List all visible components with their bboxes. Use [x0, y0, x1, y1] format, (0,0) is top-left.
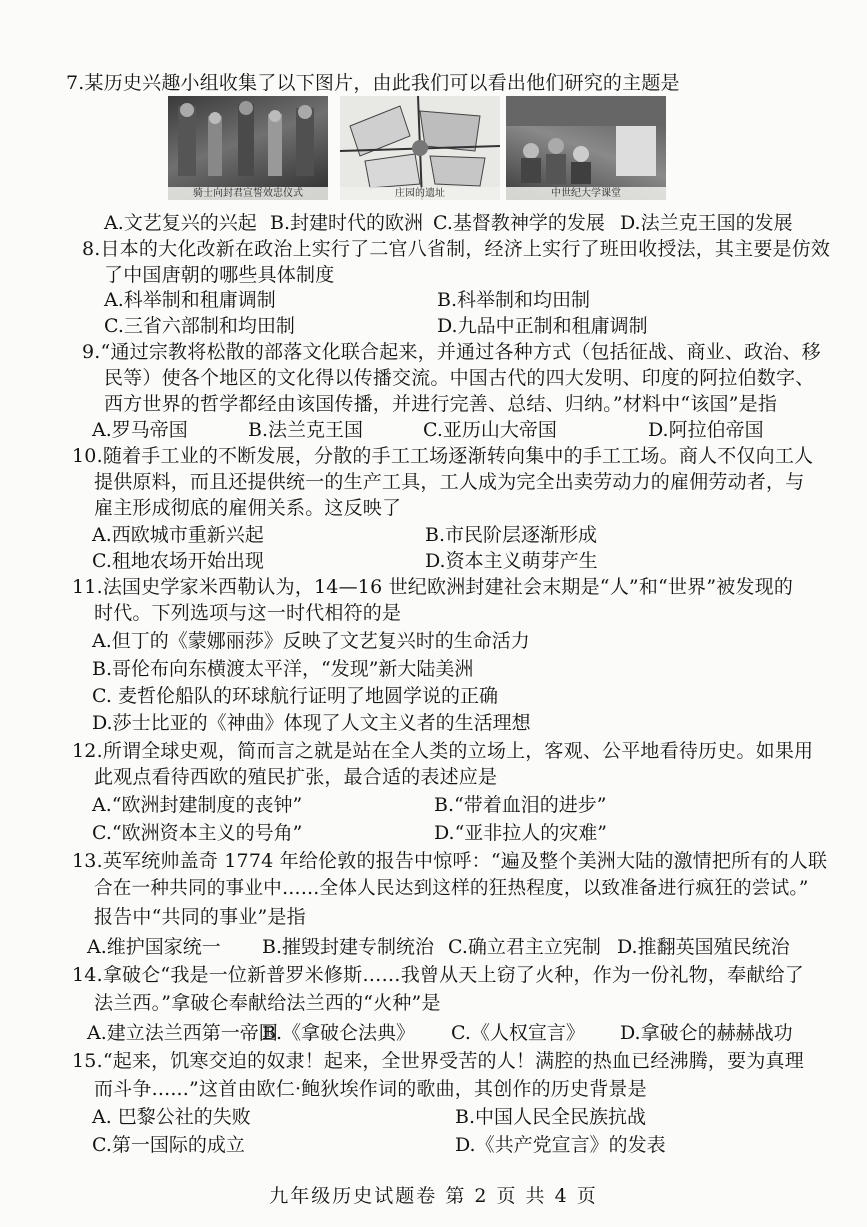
q10-line-2: 提供原料，而且还提供统一的生产工具，工人成为完全出卖劳动力的雇佣劳动者，与 [94, 471, 805, 493]
q12-line-1: 12.所谓全球史观，简而言之就是站在全人类的立场上，客观、公平地看待历史。如果用 [72, 740, 814, 762]
q8-option-d: D.九品中正制和租庸调制 [437, 315, 648, 337]
q12-option-c: C.“欧洲资本主义的号角” [92, 822, 303, 844]
knights-image [168, 96, 328, 200]
q13-line-2: 合在一种共同的事业中……全体人民达到这样的狂热程度，以致准备进行疯狂的尝试。” [94, 878, 809, 899]
q9-line-1: 9.“通过宗教将松散的部落文化联合起来，并通过各种方式（包括征战、商业、政治、移 [82, 341, 821, 363]
q7-stem: 7.某历史兴趣小组收集了以下图片，由此我们可以看出他们研究的主题是 [66, 72, 680, 94]
q9-line-3: 西方世界的哲学都经由该国传播，并进行完善、总结、归纳。”材料中“该国”是指 [104, 393, 778, 415]
q10-line-3: 雇主形成彻底的雇佣关系。这反映了 [94, 497, 402, 519]
q15-option-d: D.《共产党宣言》的发表 [455, 1134, 666, 1156]
q13-option-a: A.维护国家统一 [87, 936, 221, 958]
q13-option-d: D.推翻英国殖民统治 [617, 936, 790, 958]
q7-image-1 [168, 96, 328, 200]
q8-option-a: A.科举制和租庸调制 [104, 289, 276, 311]
q11-line-1: 11.法国史学家米西勒认为，14—16 世纪欧洲封建社会末期是“人”和“世界”被发现的 [72, 576, 794, 598]
q14-option-d: D.拿破仑的赫赫战功 [620, 1022, 793, 1044]
q11-option-b: B.哥伦布向东横渡太平洋，“发现”新大陆美洲 [92, 658, 474, 680]
manor-map-image [340, 96, 500, 200]
q8-option-b: B.科举制和均田制 [437, 289, 591, 311]
q7-option-b: B.封建时代的欧洲 [270, 212, 424, 234]
q15-option-c: C.第一国际的成立 [92, 1134, 245, 1156]
q11-option-c: C. 麦哲伦船队的环球航行证明了地圆学说的正确 [92, 685, 498, 707]
q14-line-1: 14.拿破仑“我是一位新普罗米修斯……我曾从天上窃了火种，作为一份礼物，奉献给了 [72, 964, 804, 986]
q7-image-2-caption: 庄园的遗址 [340, 187, 500, 200]
q12-option-b: B.“带着血泪的进步” [434, 794, 607, 816]
q10-option-c: C.租地农场开始出现 [92, 550, 264, 572]
q15-line-1: 15.“起来，饥寒交迫的奴隶！起来，全世界受苦的人！满腔的热血已经沸腾，要为真理 [72, 1050, 804, 1072]
q9-line-2: 民等）使各个地区的文化得以传播交流。中国古代的四大发明、印度的阿拉伯数字、 [104, 367, 815, 389]
q9-option-b: B.法兰克王国 [248, 419, 364, 441]
q7-image-strip [168, 96, 666, 200]
classroom-image [506, 96, 666, 200]
q14-option-c: C.《人权宣言》 [451, 1022, 585, 1044]
q12-option-d: D.“亚非拉人的灾难” [434, 822, 608, 844]
q7-option-a: A.文艺复兴的兴起 [104, 212, 257, 234]
q12-option-a: A.“欧洲封建制度的丧钟” [92, 794, 303, 816]
q7-image-2 [340, 96, 500, 200]
q14-line-2: 法兰西。”拿破仑奉献给法兰西的“火种”是 [94, 992, 441, 1014]
q15-option-a: A. 巴黎公社的失败 [92, 1106, 251, 1128]
q14-option-a: A.建立法兰西第一帝国 [87, 1022, 278, 1044]
q15-option-b: B.中国人民全民族抗战 [455, 1106, 647, 1128]
q10-line-1: 10.随着手工业的不断发展，分散的手工工场逐渐转向集中的手工工场。商人不仅向工人 [72, 445, 814, 467]
q11-line-2: 时代。下列选项与这一时代相符的是 [94, 602, 402, 624]
q7-image-3-caption: 中世纪大学课堂 [506, 187, 666, 200]
q10-option-a: A.西欧城市重新兴起 [92, 524, 264, 546]
q13-option-c: C.确立君主立宪制 [448, 936, 601, 958]
q11-option-d: D.莎士比亚的《神曲》体现了人文主义者的生活理想 [92, 712, 531, 734]
q7-image-3 [506, 96, 666, 200]
q13-line-1: 13.英军统帅盖奇 1774 年给伦敦的报告中惊呼：“遍及整个美洲大陆的激情把所有的人联 [72, 850, 828, 872]
q14-option-b: B.《拿破仑法典》 [262, 1022, 416, 1044]
q9-option-d: D.阿拉伯帝国 [648, 419, 764, 441]
q9-option-a: A.罗马帝国 [92, 419, 188, 441]
q15-line-2: 而斗争......”这首由欧仁·鲍狄埃作词的歌曲，其创作的历史背景是 [94, 1078, 647, 1100]
q13-line-3: 报告中“共同的事业”是指 [94, 906, 306, 928]
q8-line-2: 了中国唐朝的哪些具体制度 [104, 264, 335, 286]
q8-line-1: 8.日本的大化改新在政治上实行了二官八省制，经济上实行了班田收授法，其主要是仿效 [82, 238, 831, 260]
page-footer: 九年级历史试题卷 第 2 页 共 4 页 [269, 1185, 598, 1207]
q7-option-d: D.法兰克王国的发展 [620, 212, 793, 234]
q13-option-b: B.摧毁封建专制统治 [262, 936, 435, 958]
q8-option-c: C.三省六部制和均田制 [104, 315, 295, 337]
q12-line-2: 此观点看待西欧的殖民扩张，最合适的表述应是 [94, 766, 498, 788]
q10-option-b: B.市民阶层逐渐形成 [425, 524, 598, 546]
q7-image-1-caption: 骑士向封君宣誓效忠仪式 [168, 187, 328, 200]
q9-option-c: C.亚历山大帝国 [423, 419, 557, 441]
q10-option-d: D.资本主义萌芽产生 [425, 550, 598, 572]
q7-option-c: C.基督教神学的发展 [433, 212, 605, 234]
q11-option-a: A.但丁的《蒙娜丽莎》反映了文艺复兴时的生命活力 [92, 630, 530, 652]
